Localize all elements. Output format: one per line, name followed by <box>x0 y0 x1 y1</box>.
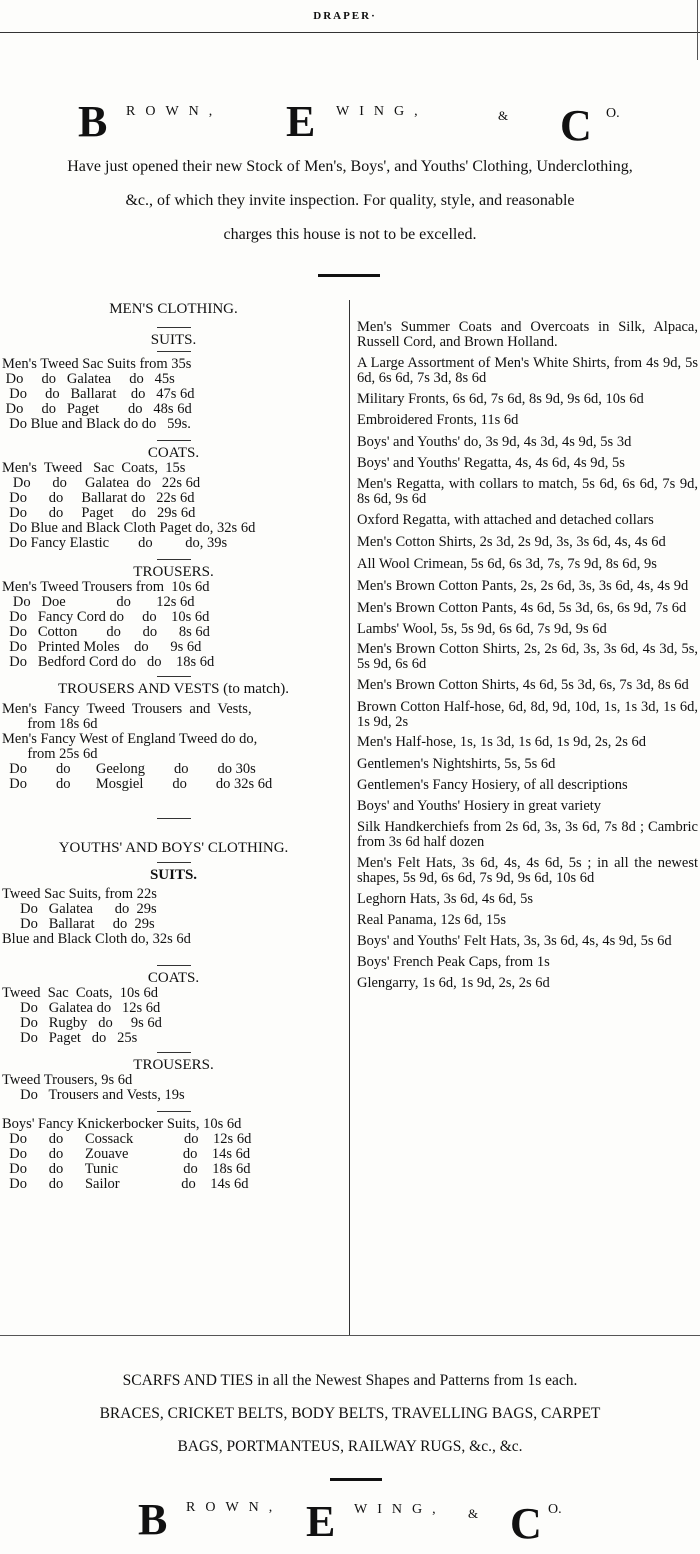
mini-rule <box>157 965 191 966</box>
price-line: Men's Fancy Tweed Trousers and Vests, <box>2 702 252 717</box>
mini-rule <box>157 676 191 677</box>
price-line: Boys' Fancy Knickerbocker Suits, 10s 6d <box>2 1117 242 1132</box>
footer-line: BRACES, CRICKET BELTS, BODY BELTS, TRAVELLING BAGS, CARPET <box>99 1405 601 1422</box>
mini-rule <box>157 327 191 328</box>
price-line: Do do Geelong do do 30s <box>2 762 256 777</box>
stock-item: Boys' and Youths' Hosiery in great variety <box>357 798 602 814</box>
price-line: Do Printed Moles do 9s 6d <box>2 640 202 655</box>
mini-rule <box>157 351 191 352</box>
stock-item: Boys' and Youths' Regatta, 4s, 4s 6d, 4s 9d, 5s <box>357 455 625 471</box>
stock-item: Men's Cotton Shirts, 2s 3d, 2s 9d, 3s, 3s 6d, 4s, 4s 6d <box>357 534 666 550</box>
mini-rule <box>157 818 191 819</box>
stock-item: Boys' and Youths' do, 3s 9d, 4s 3d, 4s 9d, 5s 3d <box>357 434 632 450</box>
mini-rule <box>157 862 191 863</box>
right-column <box>357 314 698 991</box>
running-head: DRAPER· <box>313 10 377 22</box>
suits-heading: SUITS. <box>150 332 197 348</box>
stock-item: Silk Handkerchiefs from 2s 6d, 3s, 3s 6d, 7s 8d ; Cambric from 3s 6d half dozen <box>357 819 698 850</box>
price-line: Do do Ballarat do 22s 6d <box>2 491 195 506</box>
price-line: Do do Mosgiel do do 32s 6d <box>2 777 273 792</box>
firm-ampersand: & <box>498 108 509 123</box>
firm-b-rest: ROWN, <box>126 104 223 119</box>
mini-rule <box>157 1052 191 1053</box>
stock-item: Gentlemen's Fancy Hosiery, of all descriptions <box>357 777 628 793</box>
stock-item: Boys' French Peak Caps, from 1s <box>357 954 550 970</box>
price-line: Do Trousers and Vests, 19s <box>2 1088 185 1103</box>
firm-b-rest: ROWN, <box>186 1500 283 1515</box>
firm-c-rest: O. <box>548 1502 562 1517</box>
stock-item: Leghorn Hats, 3s 6d, 4s 6d, 5s <box>357 891 534 907</box>
stock-item: Men's Summer Coats and Overcoats in Silk, Alpaca, Russell Cord, and Brown Holland. <box>357 319 698 350</box>
firm-e-initial: E <box>286 97 316 146</box>
intro-line: Have just opened their new Stock of Men's, Boys', and Youths' Clothing, Underclothing, <box>67 158 633 175</box>
price-line: from 18s 6d <box>2 717 98 732</box>
top-vertical-rule <box>697 0 698 60</box>
price-line: Do Galatea do 12s 6d <box>2 1001 161 1016</box>
firm-e-rest: WING, <box>354 1502 446 1517</box>
left-column <box>2 302 345 1192</box>
firm-name-footer <box>70 1494 650 1554</box>
stock-item: Men's Brown Cotton Shirts, 2s, 2s 6d, 3s, 3s 6d, 4s 3d, 5s, 5s 9d, 6s 6d <box>357 641 698 672</box>
yb-suits-heading: SUITS. <box>149 867 198 883</box>
intro-line: &c., of which they invite inspection. For quality, style, and reasonable <box>125 192 575 209</box>
price-line: Do do Paget do 48s 6d <box>2 402 192 417</box>
price-line: Do do Paget do 29s 6d <box>2 506 196 521</box>
price-line: Do do Sailor do 14s 6d <box>2 1177 249 1192</box>
stock-item: Men's Felt Hats, 3s 6d, 4s, 4s 6d, 5s ; in all the newest shapes, 5s 9d, 6s 6d, 7s 9d, 9s 6d, 10s 6d <box>357 855 698 886</box>
trousers-vests-heading: TROUSERS AND VESTS (to match). <box>58 681 289 697</box>
price-line: Men's Tweed Sac Coats, 15s <box>2 461 186 476</box>
stock-item: Men's Regatta, with collars to match, 5s 6d, 6s 6d, 7s 9d, 8s 6d, 9s 6d <box>357 476 698 507</box>
stock-item: Men's Brown Cotton Pants, 2s, 2s 6d, 3s, 3s 6d, 4s, 4s 9d <box>357 578 689 594</box>
mens-clothing-heading: MEN'S CLOTHING. <box>109 301 238 317</box>
stock-item: Lambs' Wool, 5s, 5s 9d, 6s 6d, 7s 9d, 9s 6d <box>357 621 607 637</box>
price-line: Tweed Trousers, 9s 6d <box>2 1073 133 1088</box>
price-line: Do do Cossack do 12s 6d <box>2 1132 252 1147</box>
intro-paragraph <box>0 150 700 252</box>
stock-item: Real Panama, 12s 6d, 15s <box>357 912 507 928</box>
price-line: Men's Tweed Sac Suits from 35s <box>2 357 192 372</box>
price-line: Tweed Sac Coats, 10s 6d <box>2 986 159 1001</box>
price-line: Do Ballarat do 29s <box>2 917 155 932</box>
mini-rule <box>157 1111 191 1112</box>
price-line: Do do Tunic do 18s 6d <box>2 1162 251 1177</box>
price-line: Do Fancy Cord do do 10s 6d <box>2 610 210 625</box>
firm-e-initial: E <box>306 1497 336 1546</box>
price-line: Do Galatea do 29s <box>2 902 157 917</box>
price-line: Do Cotton do do 8s 6d <box>2 625 210 640</box>
price-line: Do do Galatea do 22s 6d <box>2 476 201 491</box>
price-line: Do Doe do 12s 6d <box>2 595 195 610</box>
firm-c-initial: C <box>560 101 592 150</box>
price-line: from 25s 6d <box>2 747 98 762</box>
stock-item: Brown Cotton Half-hose, 6d, 8d, 9d, 10d, 1s, 1s 3d, 1s 6d, 1s 9d, 2s <box>357 699 698 730</box>
firm-name-header <box>70 96 650 156</box>
top-rule <box>0 32 700 33</box>
section-rule <box>318 274 380 277</box>
price-line: Men's Tweed Trousers from 10s 6d <box>2 580 210 595</box>
stock-item: Men's Brown Cotton Pants, 4s 6d, 5s 3d, 6s, 6s 9d, 7s 6d <box>357 600 687 616</box>
mini-rule <box>157 440 191 441</box>
yb-coats-heading: COATS. <box>147 970 200 986</box>
price-line: Do do Zouave do 14s 6d <box>2 1147 251 1162</box>
stock-item: Military Fronts, 6s 6d, 7s 6d, 8s 9d, 9s 6d, 10s 6d <box>357 391 644 407</box>
price-line: Do Fancy Elastic do do, 39s <box>2 536 228 551</box>
price-line: Blue and Black Cloth do, 32s 6d <box>2 932 191 947</box>
trousers-heading: TROUSERS. <box>133 564 214 580</box>
firm-c-initial: C <box>510 1499 542 1548</box>
stock-item: Glengarry, 1s 6d, 1s 9d, 2s, 2s 6d <box>357 975 550 991</box>
coats-heading: COATS. <box>147 445 200 461</box>
mini-rule <box>157 559 191 560</box>
price-line: Do Bedford Cord do do 18s 6d <box>2 655 215 670</box>
price-line: Do do Ballarat do 47s 6d <box>2 387 195 402</box>
firm-b-initial: B <box>138 1495 168 1544</box>
firm-e-rest: WING, <box>336 104 428 119</box>
stock-item: Gentlemen's Nightshirts, 5s, 5s 6d <box>357 756 556 772</box>
price-line: Men's Fancy West of England Tweed do do, <box>2 732 258 747</box>
firm-ampersand: & <box>468 1506 479 1521</box>
stock-item: Boys' and Youths' Felt Hats, 3s, 3s 6d, 4s, 4s 9d, 5s 6d <box>357 933 672 949</box>
stock-item: Oxford Regatta, with attached and detached collars <box>357 512 654 528</box>
stock-item: Embroidered Fronts, 11s 6d <box>357 412 519 428</box>
stock-item: A Large Assortment of Men's White Shirts, from 4s 9d, 5s 6d, 6s 6d, 7s 3d, 8s 6d <box>357 355 698 386</box>
section-rule <box>330 1478 382 1481</box>
price-line: Do Paget do 25s <box>2 1031 138 1046</box>
yb-trousers-heading: TROUSERS. <box>133 1057 214 1073</box>
firm-b-initial: B <box>78 97 108 146</box>
column-end-rule <box>0 1335 700 1336</box>
footer-line: BAGS, PORTMANTEUS, RAILWAY RUGS, &c., &c. <box>177 1438 523 1455</box>
price-line: Do Rugby do 9s 6d <box>2 1016 162 1031</box>
price-line: Do Blue and Black do do 59s. <box>2 417 191 432</box>
price-line: Tweed Sac Suits, from 22s <box>2 887 157 902</box>
column-divider <box>349 300 350 1335</box>
stock-item: Men's Half-hose, 1s, 1s 3d, 1s 6d, 1s 9d, 2s, 2s 6d <box>357 734 646 750</box>
footer-notice <box>0 1364 700 1463</box>
stock-item: All Wool Crimean, 5s 6d, 6s 3d, 7s, 7s 9d, 8s 6d, 9s <box>357 556 657 572</box>
intro-line: charges this house is not to be excelled. <box>223 226 477 243</box>
price-line: Do Blue and Black Cloth Paget do, 32s 6d <box>2 521 256 536</box>
youths-boys-heading: YOUTHS' AND BOYS' CLOTHING. <box>58 840 289 856</box>
price-line: Do do Galatea do 45s <box>2 372 175 387</box>
stock-item: Men's Brown Cotton Shirts, 4s 6d, 5s 3d, 6s, 7s 3d, 8s 6d <box>357 677 689 693</box>
firm-c-rest: O. <box>606 106 620 121</box>
footer-line: SCARFS AND TIES in all the Newest Shapes and Patterns from 1s each. <box>122 1372 578 1389</box>
